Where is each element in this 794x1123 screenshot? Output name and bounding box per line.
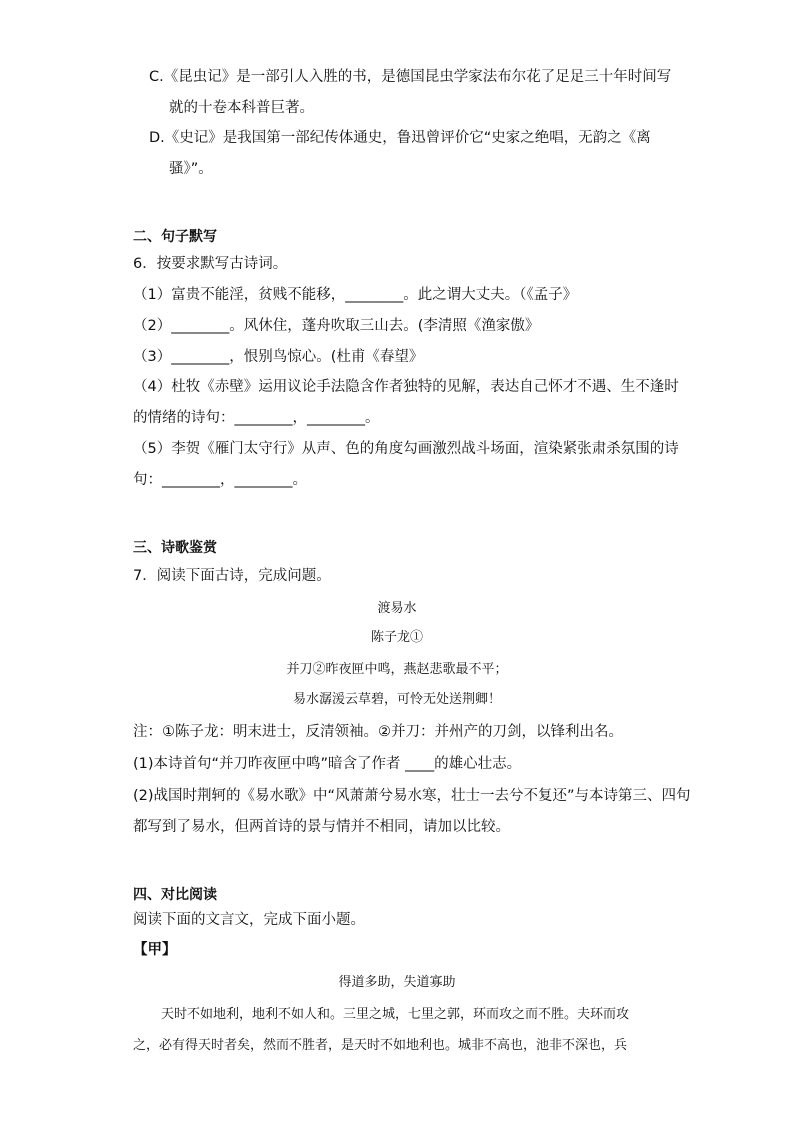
poem-line-1: 并刀②昨夜匣中鸣，燕赵悲歌最不平；	[286, 662, 508, 677]
q6-item-2: （2）________。风休住，蓬舟吹取三山去。(李清照《渔家傲》	[133, 318, 540, 334]
section-heading-4: 四、对比阅读	[133, 887, 217, 903]
poem-author: 陈子龙①	[370, 630, 423, 645]
question-7: 7．阅读下面古诗，完成问题。	[133, 568, 331, 584]
option-c-line-2: 就的十卷本科普巨著。	[169, 100, 314, 116]
section-heading-2: 二、句子默写	[133, 229, 217, 245]
q6-item-3: （3）________，恨别鸟惊心。(杜甫《春望》	[133, 349, 424, 365]
q6-item-5-line-1: （5）李贺《雁门太守行》从声、色的角度勾画激烈战斗场面，渲染紧张肃杀氛围的诗	[133, 441, 679, 457]
option-d-line-2: 骚》”。	[169, 161, 213, 177]
poem-line-2: 易水潺湲云草碧，可怜无处送荆卿！	[292, 692, 501, 707]
q7-sub-1: (1)本诗首句“并刀昨夜匣中鸣”暗含了作者 ____的雄心壮志。	[133, 756, 522, 772]
option-d-line-1: D.《史记》是我国第一部纪传体通史，鲁迅曾评价它“史家之绝唱，无韵之《离	[149, 130, 651, 146]
q7-sub-2-line-2: 都写到了易水，但两首诗的景与情并不相同，请加以比较。	[133, 819, 510, 835]
poem-note: 注：①陈子龙：明末进士，反清领袖。②并刀：并州产的刀剑，以锋利出名。	[133, 724, 623, 740]
q6-item-1: （1）富贵不能淫，贫贱不能移，________。此之谓大丈夫。（《孟子》	[133, 287, 578, 303]
q6-item-4-line-1: （4）杜牧《赤壁》运用议论手法隐含作者独特的见解，表达自己怀才不遇、生不逢时	[133, 379, 679, 395]
q6-item-4-line-2: 的情绪的诗句：________，________。	[133, 410, 380, 426]
passage-title: 得道多助，失道寡助	[338, 975, 456, 990]
section-4-instruction: 阅读下面的文言文，完成下面小题。	[133, 912, 365, 928]
poem-title: 渡易水	[377, 601, 417, 616]
question-6: 6．按要求默写古诗词。	[133, 256, 288, 272]
passage-line-2: 之，必有得天时者矣，然而不胜者，是天时不如地利也。城非不高也，池非不深也，兵	[133, 1038, 628, 1053]
passage-label: 【甲】	[133, 942, 177, 958]
section-heading-3: 三、诗歌鉴赏	[133, 540, 217, 556]
option-c-line-1: C.《昆虫记》是一部引人入胜的书，是德国昆虫学家法布尔花了足足三十年时间写	[149, 69, 672, 85]
passage-line-1: 天时不如地利，地利不如人和。三里之城，七里之郭，环而攻之而不胜。夫环而攻	[161, 1007, 630, 1022]
q7-sub-2-line-1: (2)战国时荆轲的《易水歌》中“风萧萧兮易水寒，壮士一去兮不复还”与本诗第三、四句	[133, 788, 691, 804]
q6-item-5-line-2: 句：________，________。	[133, 472, 307, 488]
